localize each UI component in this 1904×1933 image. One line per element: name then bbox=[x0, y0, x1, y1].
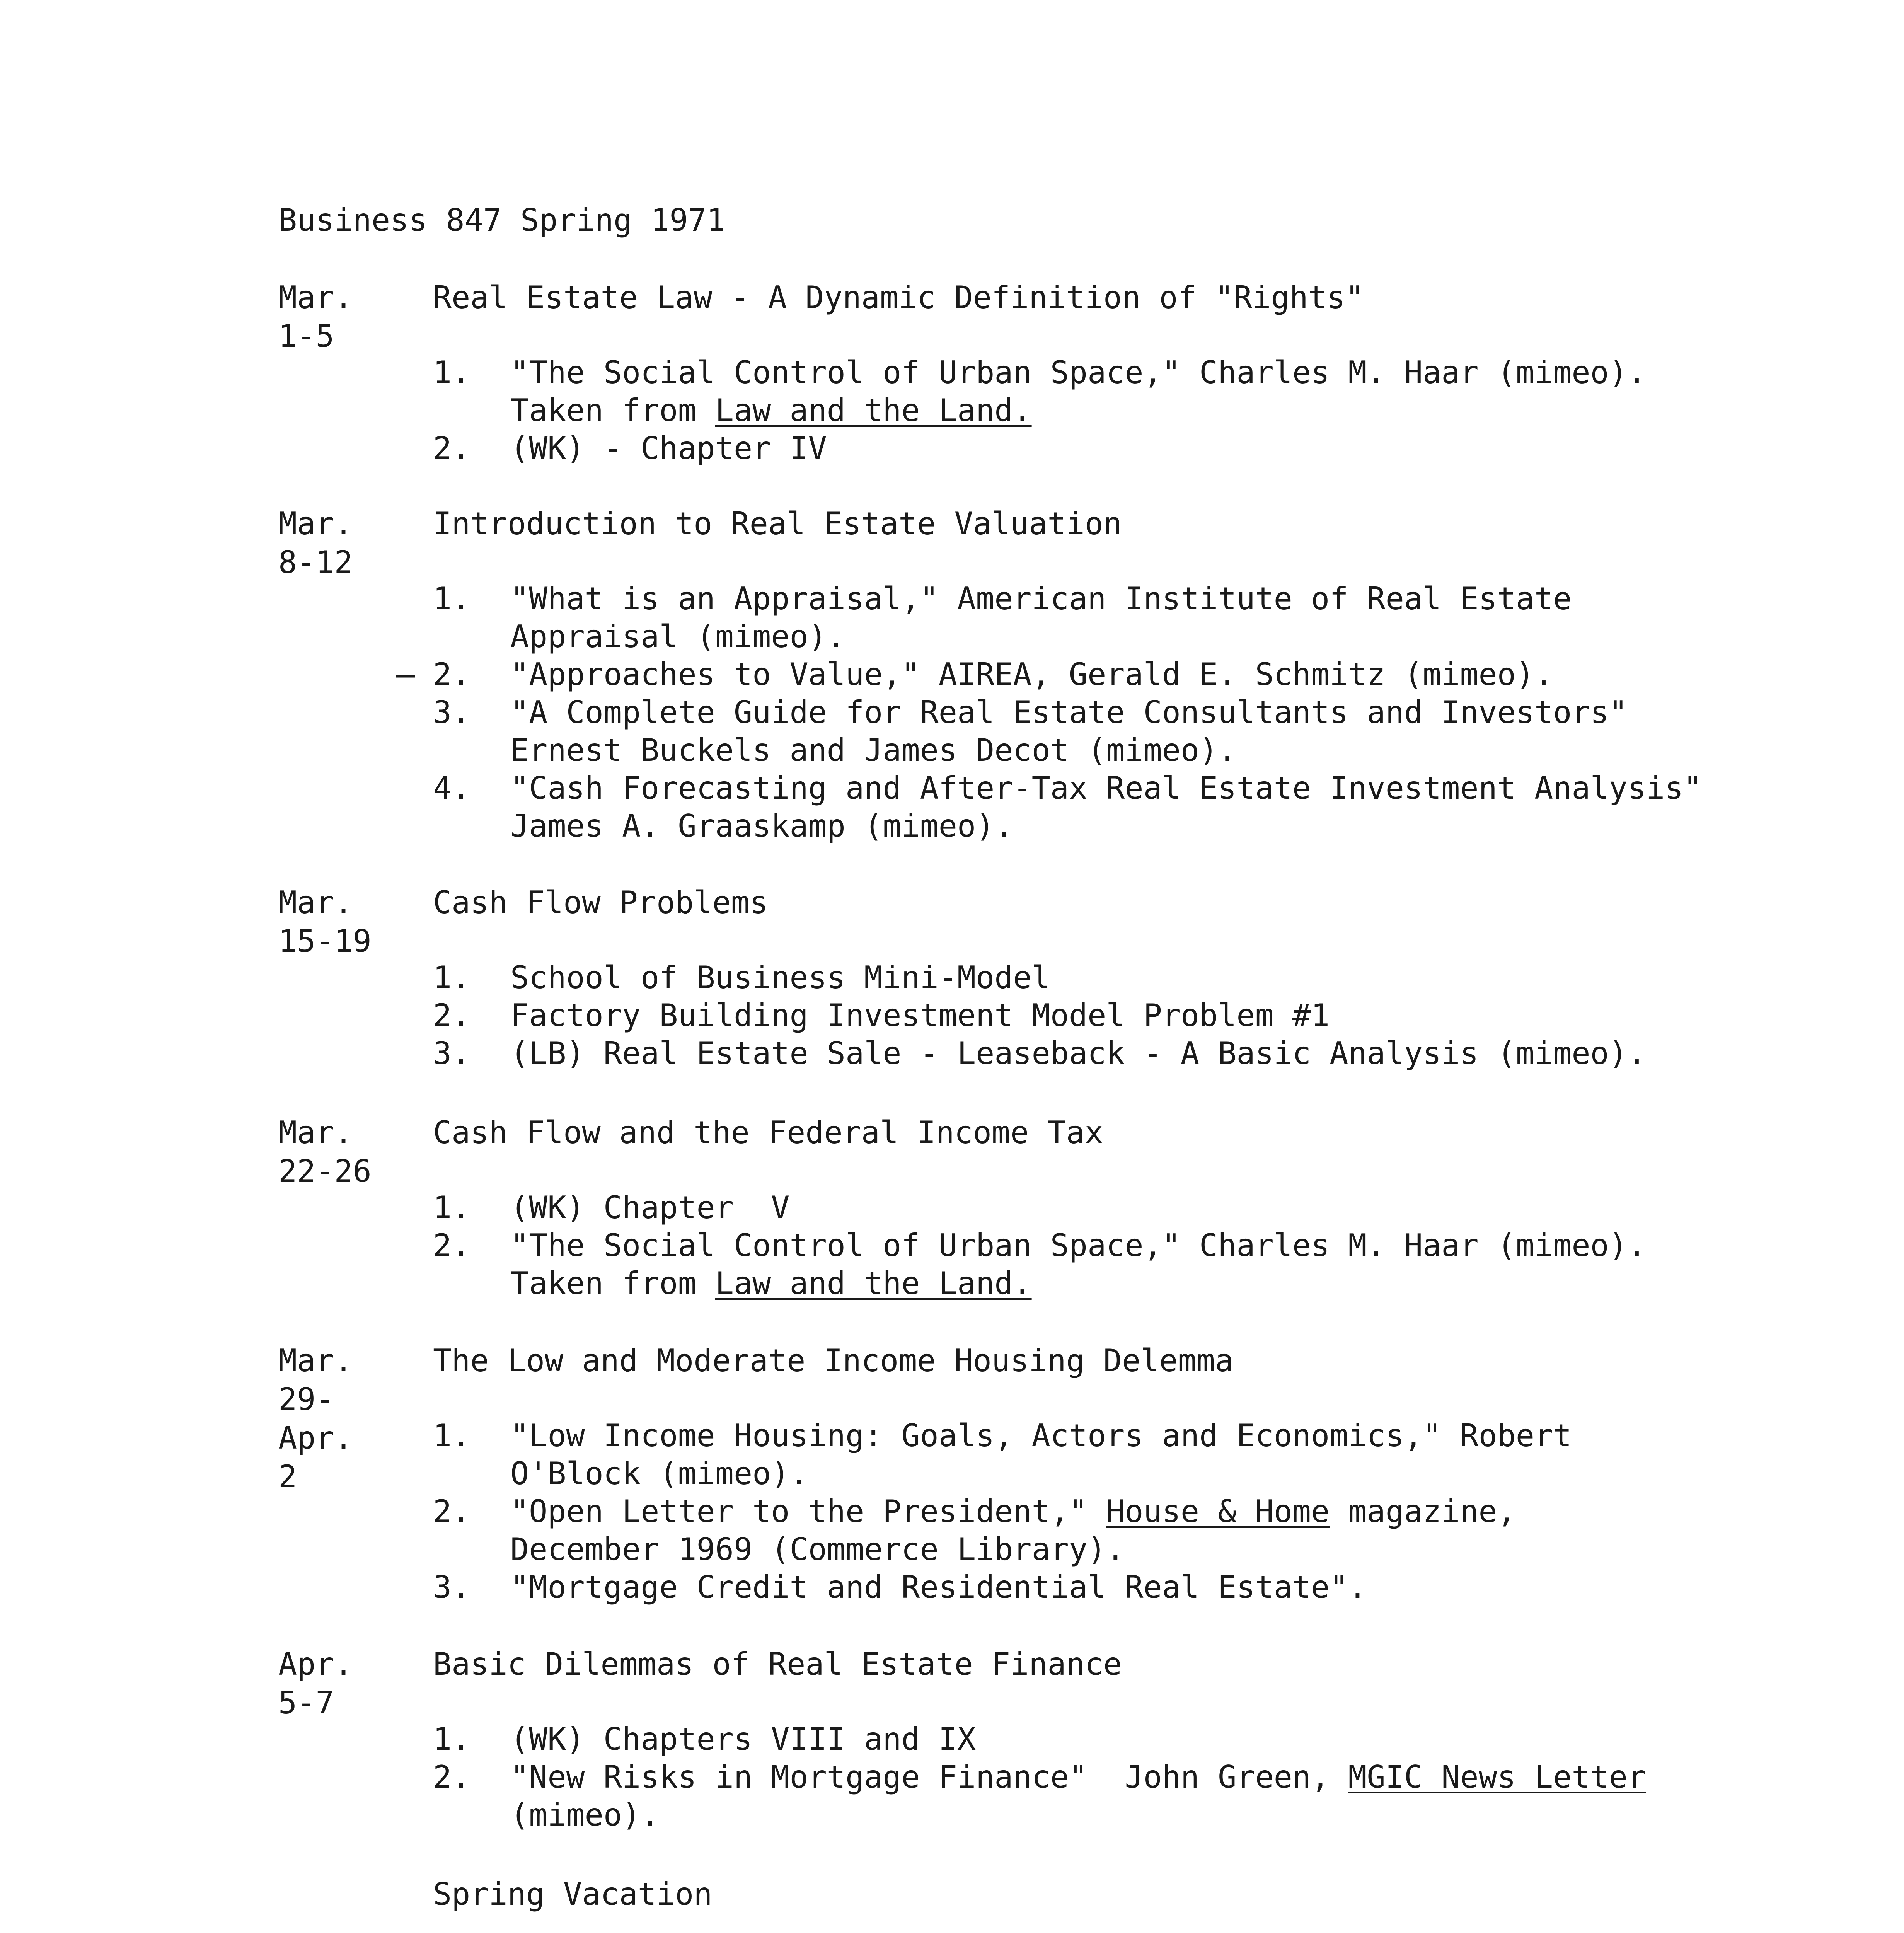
item-line: (mimeo). bbox=[510, 1797, 660, 1833]
item-line bbox=[510, 1265, 1863, 1302]
item-number: 2. bbox=[433, 430, 470, 466]
item-number: 3. bbox=[433, 694, 470, 730]
reading-item bbox=[433, 430, 1863, 467]
reading-list bbox=[433, 959, 1863, 1072]
item-line: "Cash Forecasting and After-Tax Real Estate Investment Analysis" bbox=[510, 770, 1702, 806]
reading-item bbox=[433, 1568, 1863, 1606]
section-date: Mar. 29- Apr. 2 bbox=[278, 1343, 353, 1495]
section-date: Apr. 5-7 bbox=[278, 1646, 353, 1721]
item-number: 1. bbox=[433, 1190, 470, 1226]
reading-item bbox=[433, 1227, 1863, 1302]
item-line: "What is an Appraisal," American Institute of Real Estate bbox=[510, 581, 1572, 617]
item-line: Appraisal (mimeo). bbox=[510, 619, 845, 655]
reading-item bbox=[433, 694, 1863, 769]
item-line: (WK) - Chapter IV bbox=[510, 430, 827, 466]
item-line: December 1969 (Commerce Library). bbox=[510, 1531, 1125, 1567]
reading-item bbox=[433, 1189, 1863, 1227]
reading-list bbox=[433, 1417, 1863, 1606]
item-line: School of Business Mini-Model bbox=[510, 960, 1050, 995]
section-title: Cash Flow Problems bbox=[433, 885, 768, 920]
item-number: 2. bbox=[433, 997, 470, 1033]
section-title: Basic Dilemmas of Real Estate Finance bbox=[433, 1646, 1122, 1682]
item-text: Taken from bbox=[510, 1265, 715, 1301]
item-line: "A Complete Guide for Real Estate Consultants and Investors" bbox=[510, 694, 1628, 730]
item-line: "The Social Control of Urban Space," Charles M. Haar (mimeo). bbox=[510, 1227, 1647, 1263]
item-number: 2. bbox=[433, 656, 470, 692]
underlined-title: Law and the Land. bbox=[715, 392, 1032, 428]
item-line: "Mortgage Credit and Residential Real Estate". bbox=[510, 1569, 1367, 1605]
item-text: magazine, bbox=[1330, 1493, 1516, 1529]
reading-item bbox=[433, 354, 1863, 430]
underlined-title: MGIC News Letter bbox=[1348, 1759, 1647, 1795]
item-line bbox=[510, 392, 1863, 430]
section-date: Mar. 8-12 bbox=[278, 506, 353, 580]
reading-list bbox=[433, 354, 1863, 467]
reading-item bbox=[433, 1417, 1863, 1493]
item-number: 3. bbox=[433, 1569, 470, 1605]
item-line: James A. Graaskamp (mimeo). bbox=[510, 808, 1013, 844]
reading-item bbox=[396, 656, 1863, 694]
item-number: 1. bbox=[433, 581, 470, 617]
item-number: 2. bbox=[433, 1227, 470, 1263]
reading-item bbox=[433, 769, 1863, 845]
item-number: 2. bbox=[433, 1493, 470, 1529]
item-text: "New Risks in Mortgage Finance" John Green, bbox=[510, 1759, 1348, 1795]
reading-item bbox=[433, 1758, 1863, 1834]
item-line bbox=[510, 1493, 1863, 1531]
section-title: Cash Flow and the Federal Income Tax bbox=[433, 1115, 1103, 1151]
item-text: "Open Letter to the President," bbox=[510, 1493, 1106, 1529]
item-line: Ernest Buckels and James Decot (mimeo). bbox=[510, 732, 1237, 768]
item-line: "Low Income Housing: Goals, Actors and Economics," Robert bbox=[510, 1418, 1572, 1454]
item-line bbox=[510, 1758, 1863, 1796]
handwritten-mark: — bbox=[396, 656, 415, 692]
item-line: (WK) Chapters VIII and IX bbox=[510, 1721, 976, 1757]
item-number: 3. bbox=[433, 1035, 470, 1071]
section-title: The Low and Moderate Income Housing Delemma bbox=[433, 1343, 1234, 1379]
reading-item bbox=[433, 997, 1863, 1035]
reading-item bbox=[433, 1493, 1863, 1568]
reading-list bbox=[433, 1189, 1863, 1302]
item-number: 1. bbox=[433, 960, 470, 995]
section-title: Spring Vacation bbox=[433, 1876, 713, 1912]
underlined-title: Law and the Land. bbox=[715, 1265, 1032, 1301]
item-line: (LB) Real Estate Sale - Leaseback - A Basic Analysis (mimeo). bbox=[510, 1035, 1647, 1071]
item-number: 1. bbox=[433, 1418, 470, 1454]
section-title: Introduction to Real Estate Valuation bbox=[433, 506, 1122, 542]
section-date: Mar. 22-26 bbox=[278, 1115, 372, 1189]
reading-list bbox=[433, 1720, 1863, 1834]
item-line: "The Social Control of Urban Space," Charles M. Haar (mimeo). bbox=[510, 355, 1647, 390]
reading-item bbox=[433, 1035, 1863, 1072]
underlined-title: House & Home bbox=[1106, 1493, 1330, 1529]
item-line: (WK) Chapter V bbox=[510, 1190, 790, 1226]
item-line: "Approaches to Value," AIREA, Gerald E. Schmitz (mimeo). bbox=[510, 656, 1553, 692]
item-text: Taken from bbox=[510, 392, 715, 428]
section-title: Real Estate Law - A Dynamic Definition of "Rights" bbox=[433, 280, 1364, 315]
item-number: 4. bbox=[433, 770, 470, 806]
item-number: 2. bbox=[433, 1759, 470, 1795]
section-date: Mar. 1-5 bbox=[278, 280, 353, 354]
item-number: 1. bbox=[433, 355, 470, 390]
reading-item bbox=[433, 580, 1863, 656]
item-line: Factory Building Investment Model Problem #1 bbox=[510, 997, 1330, 1033]
reading-list bbox=[396, 580, 1863, 845]
section-date: Mar. 15-19 bbox=[278, 885, 372, 959]
item-line: O'Block (mimeo). bbox=[510, 1456, 808, 1492]
reading-item bbox=[433, 959, 1863, 997]
item-number: 1. bbox=[433, 1721, 470, 1757]
course-heading: Business 847 Spring 1971 bbox=[278, 202, 725, 238]
reading-item bbox=[433, 1720, 1863, 1758]
